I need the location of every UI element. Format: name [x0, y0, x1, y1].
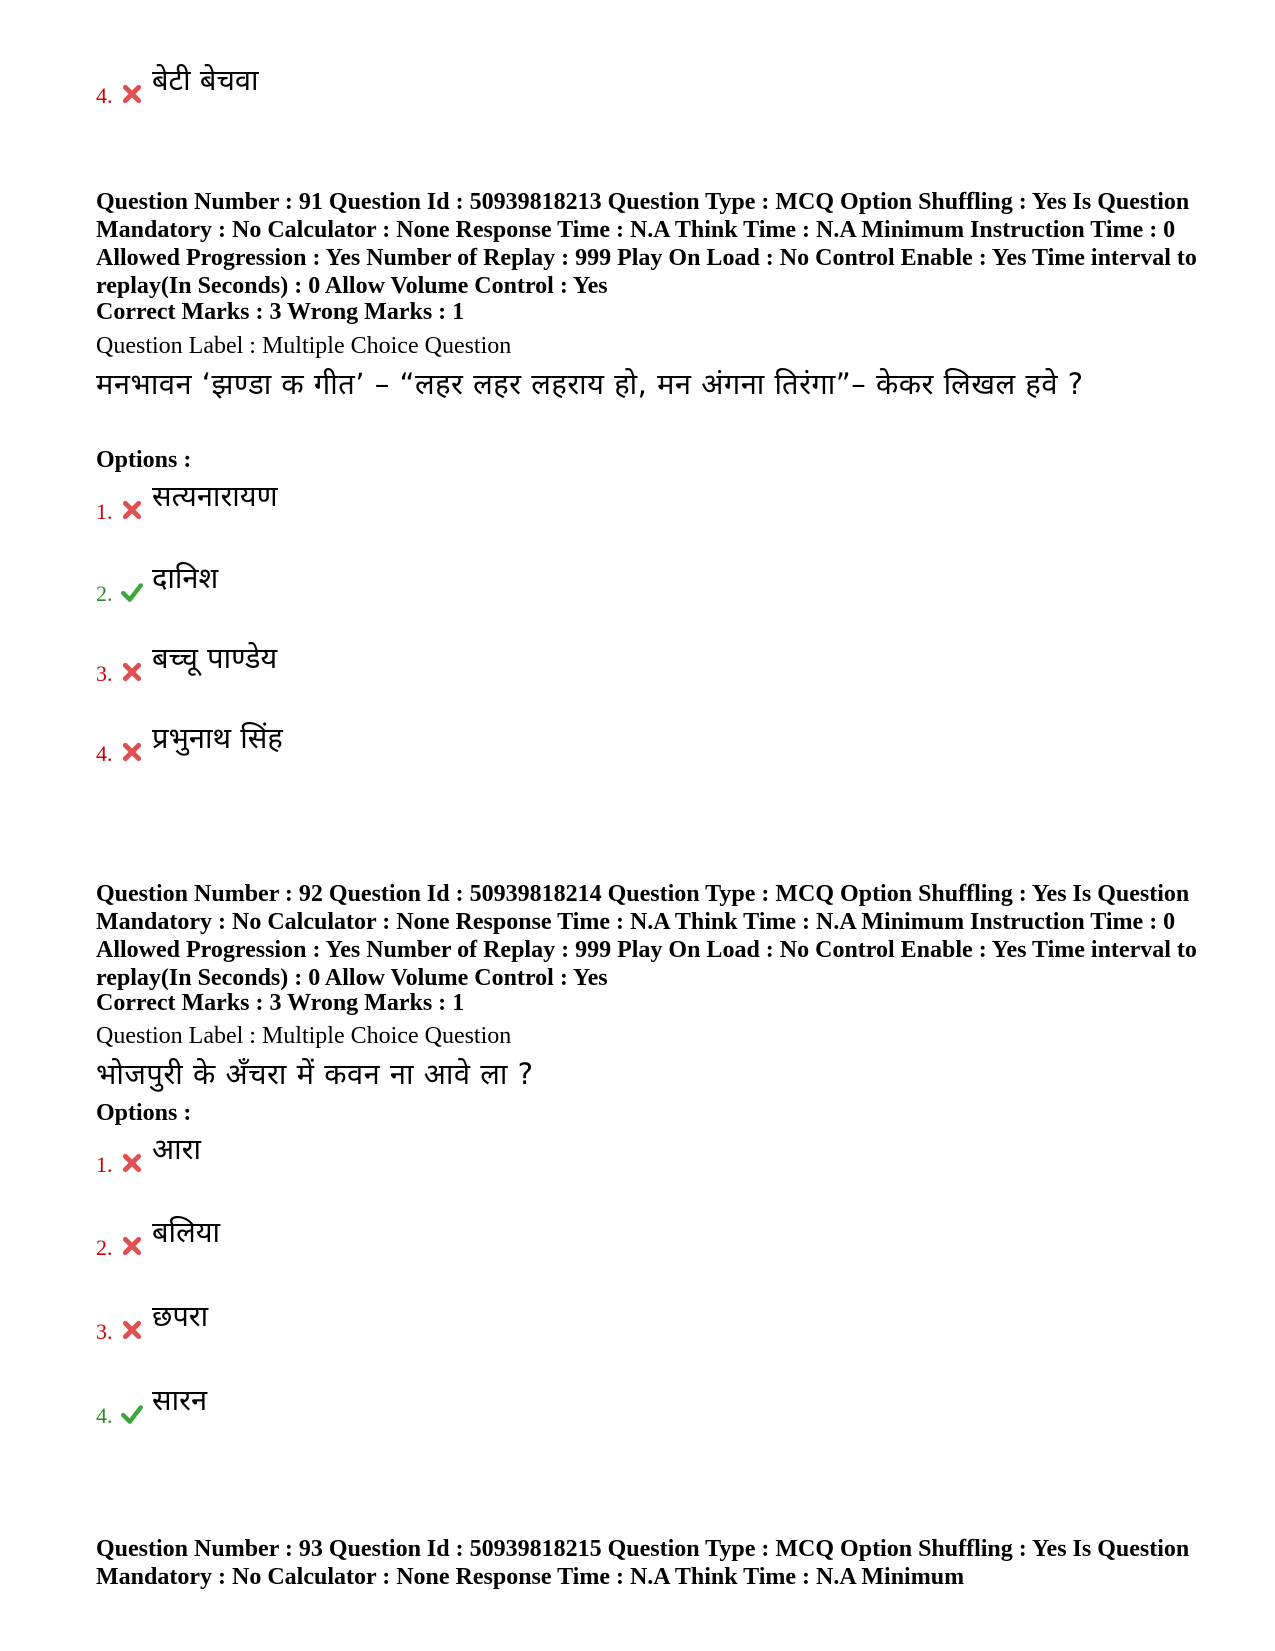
option-number: 4.	[96, 1403, 113, 1428]
option-text: प्रभुनाथ सिंह	[152, 721, 283, 755]
option-number: 2.	[96, 581, 113, 606]
options-heading: Options :	[96, 447, 192, 473]
option-number: 1.	[96, 499, 113, 524]
question-meta: Question Number : 93 Question Id : 50939818215 Question Type : MCQ Option Shuffling : Yes Is Question Mandatory : No Calculator : None Response Time : N.A Think Time : N.A Minimum	[96, 1536, 1190, 1590]
check-icon	[121, 1403, 143, 1425]
cross-icon	[121, 1319, 143, 1341]
question-text: मनभावन ‘झण्डा क गीत’ – “लहर लहर लहराय हो, मन अंगना तिरंगा”– केकर लिखल हवे ?	[96, 367, 1084, 401]
question-label: Question Label : Multiple Choice Question	[96, 1023, 512, 1049]
option-text: सारन	[152, 1383, 208, 1417]
cross-icon	[121, 1235, 143, 1257]
cross-icon	[121, 499, 143, 521]
option-text: बच्चू पाण्डेय	[152, 641, 278, 675]
cross-icon	[121, 741, 143, 763]
question-meta: Question Number : 91 Question Id : 50939818213 Question Type : MCQ Option Shuffling : Yes Is Question Mandatory : No Calculator : None Response Time : N.A Think Time : N.A Minimum Instruction Time : 0 Allowed Progression : Yes Number of Replay : 999 Play On Load : No Control Enable : Yes Time interval to replay(In Seconds) : 0 Allow Volume Control : Yes	[96, 189, 1197, 299]
option-number: 3.	[96, 661, 113, 686]
check-icon	[121, 581, 143, 603]
cross-icon	[121, 1152, 143, 1174]
option-number: 4.	[96, 83, 113, 108]
option-number: 3.	[96, 1319, 113, 1344]
cross-icon	[121, 661, 143, 683]
question-text: भोजपुरी के अँचरा में कवन ना आवे ला ?	[96, 1057, 534, 1091]
option-number: 2.	[96, 1235, 113, 1260]
question-meta: Question Number : 92 Question Id : 50939818214 Question Type : MCQ Option Shuffling : Yes Is Question Mandatory : No Calculator : None Response Time : N.A Think Time : N.A Minimum Instruction Time : 0 Allowed Progression : Yes Number of Replay : 999 Play On Load : No Control Enable : Yes Time interval to replay(In Seconds) : 0 Allow Volume Control : Yes	[96, 881, 1197, 991]
option-number: 1.	[96, 1152, 113, 1177]
option-text: दानिश	[152, 561, 219, 595]
option-text: बलिया	[152, 1215, 221, 1249]
question-label: Question Label : Multiple Choice Question	[96, 333, 512, 359]
question-marks: Correct Marks : 3 Wrong Marks : 1	[96, 299, 465, 325]
option-text: आरा	[152, 1132, 202, 1166]
option-number: 4.	[96, 741, 113, 766]
options-heading: Options :	[96, 1100, 192, 1126]
option-text: सत्यनारायण	[152, 479, 278, 513]
option-text: बेटी बेचवा	[152, 63, 259, 97]
cross-icon	[121, 83, 143, 105]
option-text: छपरा	[152, 1299, 209, 1333]
question-marks: Correct Marks : 3 Wrong Marks : 1	[96, 990, 465, 1016]
